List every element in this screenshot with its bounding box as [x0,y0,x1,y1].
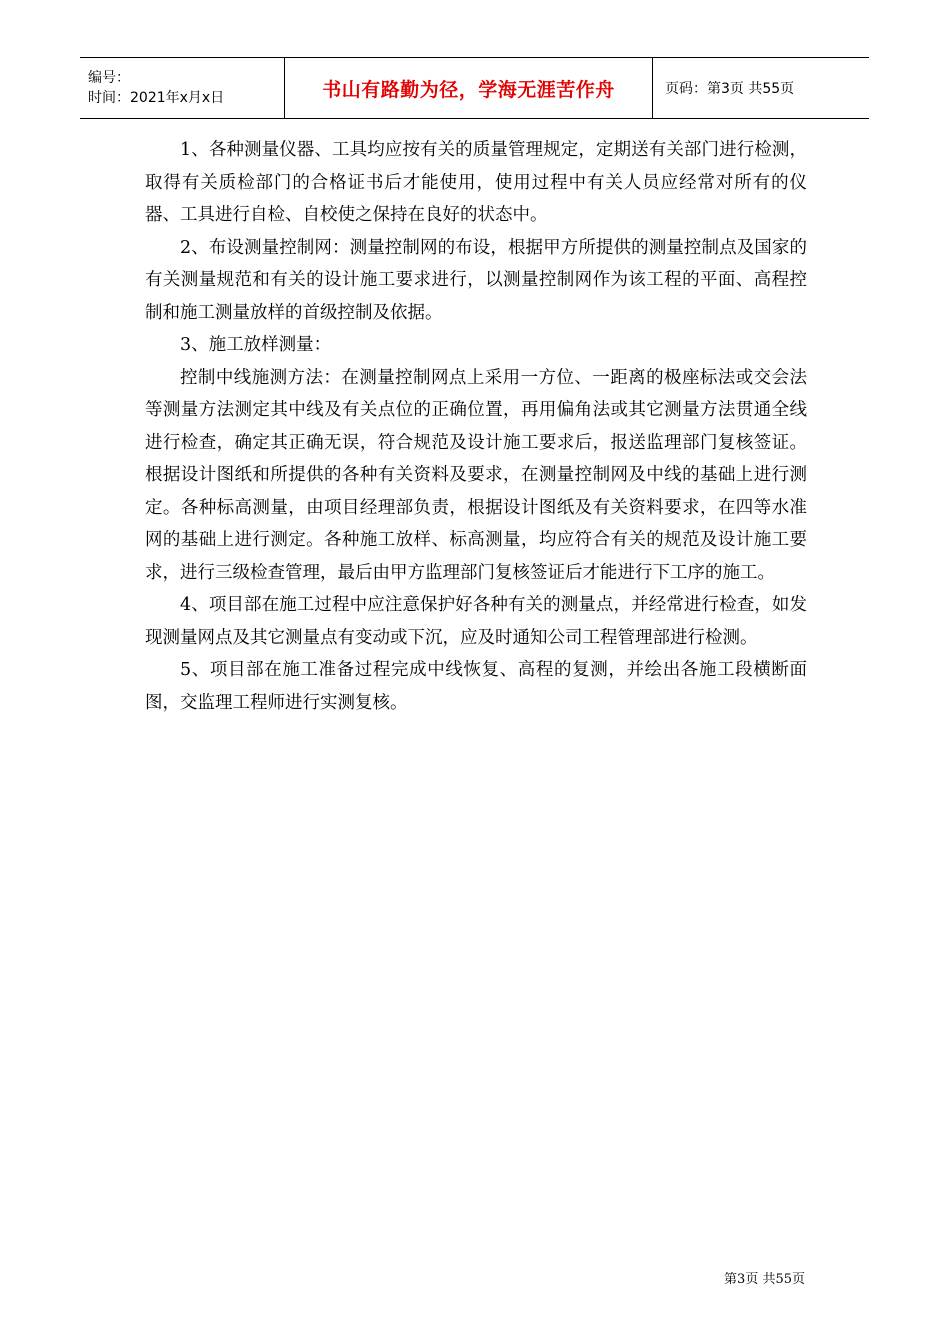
header-motto: 书山有路勤为径，学海无涯苦作舟 [322,78,615,101]
paragraph-6: 5、项目部在施工准备过程完成中线恢复、高程的复测，并绘出各施工段横断面图，交监理工程师进行实测复核。 [145,660,807,713]
header-table [80,57,869,119]
paragraph-4: 控制中线施测方法：在测量控制网点上采用一方位、一距离的极座标法或交会法等测量方法测定其中线及有关点位的正确位置，再用偏角法或其它测量方法贯通全线进行检查，确定其正确无误，符合规范及设计施工要求后，报送监理部门复核签证。根据设计图纸和所提供的各种有关资料及要求，在测量控制网及中线的基础上进行测定。各种标高测量，由项目经理部负责，根据设计图纸及有关资料要求，在四等水准网的基础上进行测定。各种施工放样、标高测量，均应符合有关的规范及设计施工要求，进行三级检查管理，最后由甲方监理部门复核签证后才能进行下工序的施工。 [145,367,807,583]
document-body [145,134,807,719]
page-footer: 第3页 共55页 [724,1272,805,1287]
header-meta-cell [80,58,285,118]
document-number-label: 编号： [88,70,130,86]
document-time-label: 时间：2021年x月x日 [88,90,225,106]
paragraph-5: 4、项目部在施工过程中应注意保护好各种有关的测量点，并经常进行检查，如发现测量网点及其它测量点有变动或下沉，应及时通知公司工程管理部进行检测。 [145,595,807,648]
header-motto-cell [285,58,653,118]
header-page-cell [653,58,869,118]
paragraph-1: 1、各种测量仪器、工具均应按有关的质量管理规定，定期送有关部门进行检测，取得有关质检部门的合格证书后才能使用，使用过程中有关人员应经常对所有的仪器、工具进行自检、自校使之保持在良好的状态中。 [145,140,807,225]
paragraph-2: 2、布设测量控制网：测量控制网的布设，根据甲方所提供的测量控制点及国家的有关测量规范和有关的设计施工要求进行，以测量控制网作为该工程的平面、高程控制和施工测量放样的首级控制及依据。 [145,237,807,323]
header-page-label: 页码：第3页 共55页 [665,81,795,97]
paragraph-3: 3、施工放样测量： [180,335,332,355]
